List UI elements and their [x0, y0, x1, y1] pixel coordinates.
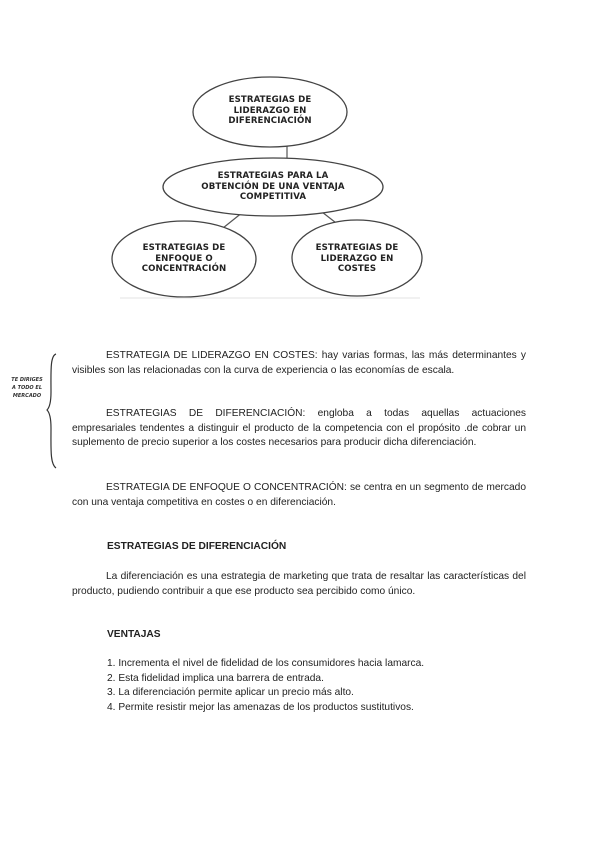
- ventajas-title: VENTAJAS: [107, 629, 161, 640]
- handwritten-margin-note: [4, 376, 50, 400]
- top-node-line: LIDERAZGO EN: [233, 105, 307, 116]
- list-item: 2. Esta fidelidad implica una barrera de entrada.: [107, 672, 324, 684]
- list-item: 3. La diferenciación permite aplicar un precio más alto.: [107, 687, 354, 699]
- right-node-line: ESTRATEGIAS DE: [315, 243, 399, 253]
- paragraph-diferenciacion-text: ESTRATEGIAS DE DIFERENCIACIÓN: engloba a todas aquellas actuaciones empresariales tendentes a distinguir el producto de la competencia con el propósito .de cobrar un suplemento de precio superior a los costes necesarios para producir dicha diferenciación.: [72, 408, 526, 449]
- paragraph-costes: [72, 349, 526, 378]
- handwritten-brace-icon: [46, 352, 60, 470]
- top-node-label: [200, 95, 340, 127]
- left-node-line: CONCENTRACIÓN: [141, 264, 227, 274]
- left-node-line: ENFOQUE O: [155, 253, 213, 264]
- center-node-label: [173, 171, 373, 203]
- center-node-line: OBTENCIÓN DE UNA VENTAJA: [201, 181, 345, 192]
- paragraph-enfoque-text: ESTRATEGIA DE ENFOQUE O CONCENTRACIÓN: se centra en un segmento de mercado con una ventaja competitiva en costes o en diferenciación.: [72, 482, 526, 508]
- list-item: 1. Incrementa el nivel de fidelidad de los consumidores hacia lamarca.: [107, 658, 425, 669]
- center-node-line: COMPETITIVA: [239, 192, 307, 202]
- note-line: TE DIRIGES: [11, 377, 43, 383]
- left-node-line: ESTRATEGIAS DE: [142, 243, 226, 253]
- ventajas-list: [107, 657, 424, 715]
- note-line: MERCADO: [12, 393, 42, 399]
- note-line: A TODO EL: [11, 385, 42, 391]
- left-node-label: [119, 243, 249, 275]
- section-intro: [72, 570, 526, 599]
- top-node-line: DIFERENCIACIÓN: [228, 116, 312, 126]
- right-node-line: LIDERAZGO EN: [320, 253, 394, 264]
- list-item: 4. Permite resistir mejor las amenazas de los productos sustitutivos.: [107, 701, 414, 713]
- center-node-line: ESTRATEGIAS PARA LA: [217, 171, 329, 181]
- right-node-line: COSTES: [337, 264, 377, 274]
- right-node-label: [297, 243, 417, 275]
- paragraph-enfoque: [72, 481, 526, 510]
- paragraph-diferenciacion: [72, 407, 526, 451]
- strategy-diagram: [0, 0, 600, 310]
- paragraph-costes-text: ESTRATEGIA DE LIDERAZGO EN COSTES: hay varias formas, las más determinantes y visibles son las relacionadas con la curva de experiencia o las economías de escala.: [72, 350, 526, 376]
- top-node-line: ESTRATEGIAS DE: [228, 95, 312, 105]
- section-title: ESTRATEGIAS DE DIFERENCIACIÓN: [107, 541, 287, 552]
- section-intro-text: La diferenciación es una estrategia de marketing que trata de resaltar las características del producto, pudiendo contribuir a que ese producto sea percibido como único.: [72, 571, 526, 597]
